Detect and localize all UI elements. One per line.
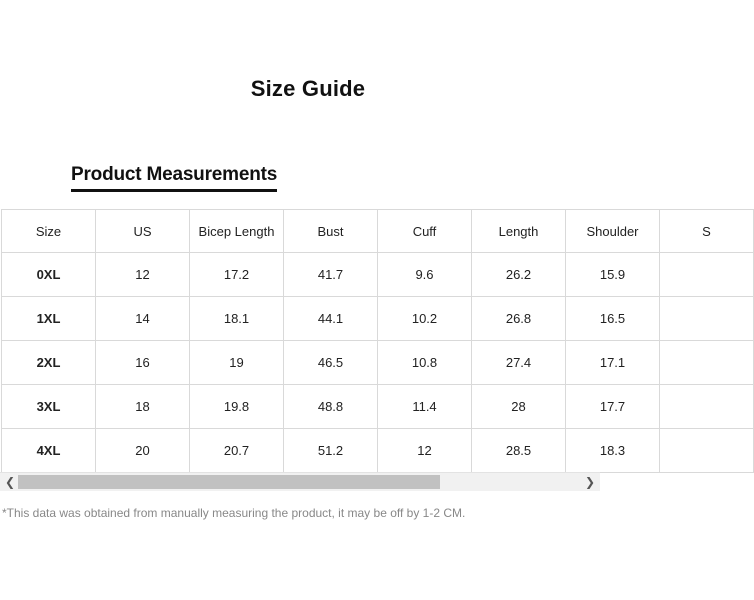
table-cell [660,297,754,341]
table-cell: 18.1 [190,297,284,341]
table-cell: 10.8 [378,341,472,385]
header-us: US [96,210,190,253]
header-size: Size [2,210,96,253]
table-cell: 10.2 [378,297,472,341]
table-cell [660,429,754,473]
table-cell: 44.1 [284,297,378,341]
measurements-table-viewport[interactable] [1,209,711,473]
table-cell: 46.5 [284,341,378,385]
table-row [2,341,754,385]
header-length: Length [472,210,566,253]
table-cell: 28.5 [472,429,566,473]
table-cell: 19 [190,341,284,385]
table-cell [660,385,754,429]
table-cell: 27.4 [472,341,566,385]
table-cell: 26.2 [472,253,566,297]
table-cell: 16 [96,341,190,385]
table-row [2,297,754,341]
measurements-table [1,209,754,473]
table-cell: 20.7 [190,429,284,473]
table-cell: 12 [96,253,190,297]
table-cell: 18.3 [566,429,660,473]
header-bust: Bust [284,210,378,253]
table-cell-size: 2XL [2,341,96,385]
chevron-right-icon[interactable]: ❯ [584,475,596,489]
section-title: Product Measurements [71,164,277,192]
table-cell: 17.7 [566,385,660,429]
header-bicep-length: Bicep Length [190,210,284,253]
header-truncated: S [660,210,754,253]
scrollbar-thumb[interactable] [18,475,440,489]
table-cell: 9.6 [378,253,472,297]
table-cell-size: 1XL [2,297,96,341]
page-title: Size Guide [250,76,366,101]
table-cell: 16.5 [566,297,660,341]
table-cell: 51.2 [284,429,378,473]
footnote: *This data was obtained from manually measuring the product, it may be off by 1-2 CM. [2,506,466,520]
table-cell: 15.9 [566,253,660,297]
table-cell: 17.1 [566,341,660,385]
table-cell: 48.8 [284,385,378,429]
table-cell-size: 0XL [2,253,96,297]
table-cell: 19.8 [190,385,284,429]
table-cell: 12 [378,429,472,473]
chevron-left-icon[interactable]: ❮ [4,475,16,489]
header-cuff: Cuff [378,210,472,253]
table-cell: 28 [472,385,566,429]
table-cell-size: 4XL [2,429,96,473]
table-row [2,385,754,429]
table-header-row [2,210,754,253]
table-cell: 26.8 [472,297,566,341]
table-cell: 14 [96,297,190,341]
table-cell [660,253,754,297]
table-cell: 41.7 [284,253,378,297]
table-row [2,429,754,473]
table-cell: 11.4 [378,385,472,429]
table-row [2,253,754,297]
table-cell: 17.2 [190,253,284,297]
table-cell-size: 3XL [2,385,96,429]
horizontal-scrollbar[interactable] [0,472,600,491]
table-cell [660,341,754,385]
header-shoulder: Shoulder [566,210,660,253]
table-cell: 18 [96,385,190,429]
table-cell: 20 [96,429,190,473]
